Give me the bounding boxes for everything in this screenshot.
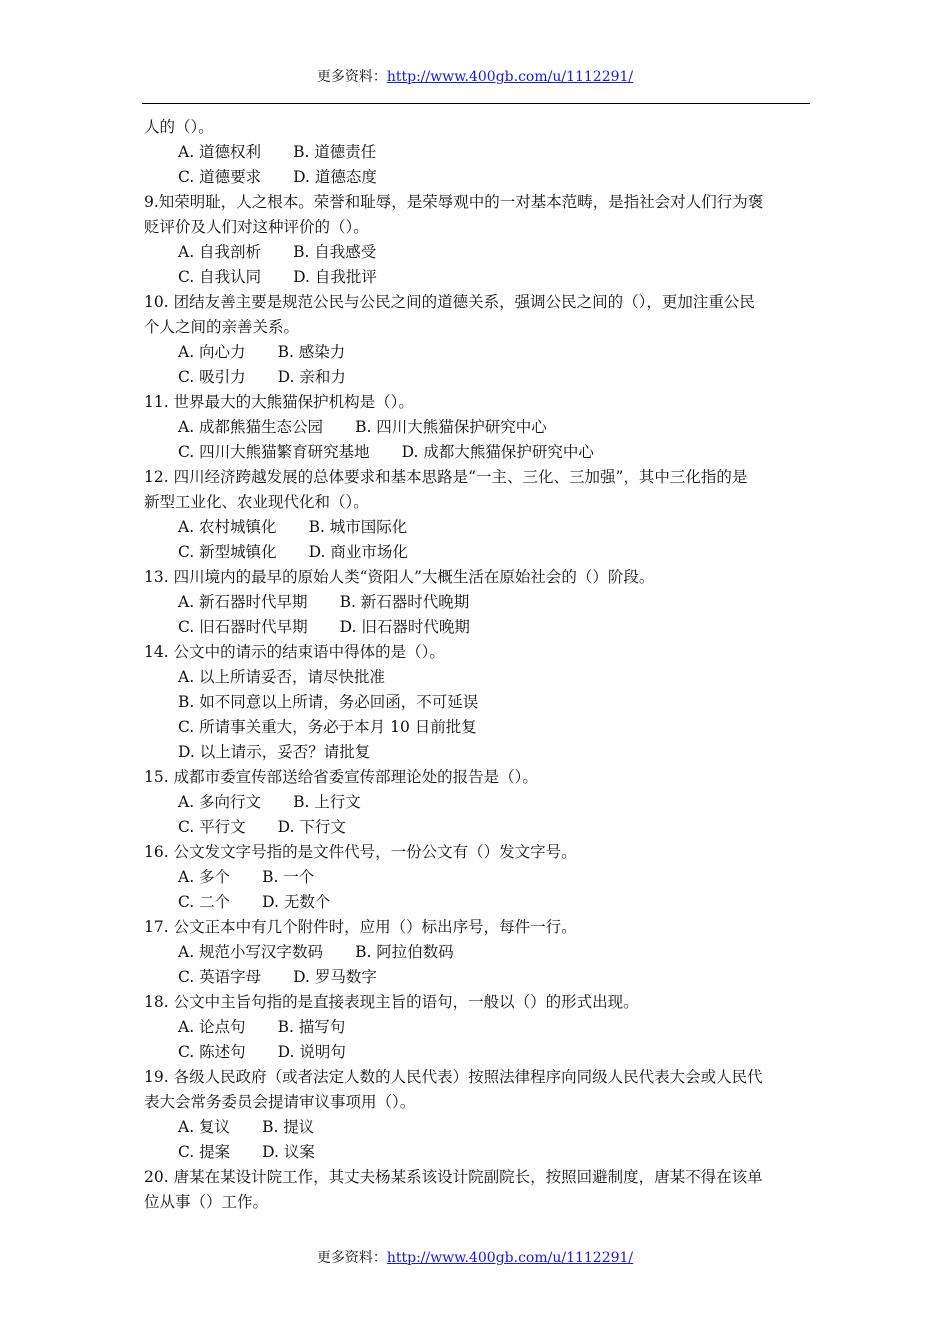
q8-options-row1 [144, 140, 810, 165]
q17-stem: 17. 公文正本中有几个附件时，应用（）标出序号，每件一行。 [144, 918, 577, 936]
q8-continuation: 人的（）。 [144, 118, 214, 136]
option-c: C. 二个 [178, 893, 231, 911]
option-a: A. 多向行文 [178, 793, 262, 811]
option-b: B. 四川大熊猫保护研究中心 [355, 418, 547, 436]
option-c: C. 道德要求 [178, 168, 262, 186]
q19-options-row2 [144, 1140, 810, 1165]
option-b: B. 上行文 [293, 793, 361, 811]
q14-option-b: B. 如不同意以上所请，务必回函，不可延误 [178, 693, 479, 711]
q9-stem: 9.知荣明耻，人之根本。荣誉和耻辱，是荣辱观中的一对基本范畴，是指社会对人们行为褒 [144, 193, 764, 211]
option-b: B. 提议 [262, 1118, 315, 1136]
q11-options-row1 [144, 415, 810, 440]
q19-stem-cont: 表大会常务委员会提请审议事项用（）。 [144, 1093, 416, 1111]
header-rule [142, 103, 810, 104]
option-a: A. 农村城镇化 [178, 518, 277, 536]
option-b: B. 感染力 [277, 343, 346, 361]
q9-options-row2 [144, 265, 810, 290]
q12-options-row2 [144, 540, 810, 565]
page-footer [0, 1247, 950, 1267]
footer-prefix: 更多资料： [316, 1250, 387, 1266]
option-b: B. 描写句 [277, 1018, 346, 1036]
q9-stem-cont: 贬评价及人们对这种评价的（）。 [144, 218, 369, 236]
q17-options-row2 [144, 965, 810, 990]
option-d: D. 说明句 [277, 1043, 346, 1061]
q18-options-row1 [144, 1015, 810, 1040]
q19-options-row1 [144, 1115, 810, 1140]
option-c: C. 自我认同 [178, 268, 262, 286]
option-b: B. 一个 [262, 868, 315, 886]
q18-options-row2 [144, 1040, 810, 1065]
option-a: A. 向心力 [178, 343, 246, 361]
option-b: B. 新石器时代晚期 [339, 593, 470, 611]
option-a: A. 成都熊猫生态公园 [178, 418, 324, 436]
q19-stem: 19. 各级人民政府（或者法定人数的人民代表）按照法律程序向同级人民代表大会或人民代 [144, 1068, 763, 1086]
q10-options-row1 [144, 340, 810, 365]
header-prefix: 更多资料： [316, 69, 387, 85]
option-a: A. 自我剖析 [178, 243, 262, 261]
option-b: B. 阿拉伯数码 [355, 943, 454, 961]
q20-stem-cont: 位从事（）工作。 [144, 1193, 269, 1211]
option-d: D. 亲和力 [277, 368, 346, 386]
page-header [0, 66, 950, 86]
q10-options-row2 [144, 365, 810, 390]
q13-stem: 13. 四川境内的最早的原始人类“资阳人”大概生活在原始社会的（）阶段。 [144, 568, 655, 586]
q15-options-row2 [144, 815, 810, 840]
option-c: C. 吸引力 [178, 368, 246, 386]
option-a: A. 道德权利 [178, 143, 262, 161]
q18-stem: 18. 公文中主旨句指的是直接表现主旨的语句，一般以（）的形式出现。 [144, 993, 639, 1011]
q11-stem: 11. 世界最大的大熊猫保护机构是（）。 [144, 393, 414, 411]
footer-link[interactable]: http://www.400gb.com/u/1112291/ [386, 1250, 634, 1266]
option-d: D. 罗马数字 [293, 968, 377, 986]
q17-options-row1 [144, 940, 810, 965]
option-d: D. 无数个 [262, 893, 331, 911]
option-d: D. 议案 [262, 1143, 315, 1161]
option-b: B. 自我感受 [293, 243, 377, 261]
header-link[interactable]: http://www.400gb.com/u/1112291/ [386, 69, 634, 85]
option-a: A. 复议 [178, 1118, 231, 1136]
q10-stem: 10. 团结友善主要是规范公民与公民之间的道德关系，强调公民之间的（），更加注重公民 [144, 293, 755, 311]
q15-options-row1 [144, 790, 810, 815]
option-d: D. 自我批评 [293, 268, 377, 286]
q15-stem: 15. 成都市委宣传部送给省委宣传部理论处的报告是（）。 [144, 768, 538, 786]
option-c: C. 陈述句 [178, 1043, 246, 1061]
q9-options-row1 [144, 240, 810, 265]
q14-option-a: A. 以上所请妥否，请尽快批准 [178, 668, 386, 686]
option-d: D. 商业市场化 [308, 543, 408, 561]
option-d: D. 旧石器时代晚期 [339, 618, 470, 636]
q16-stem: 16. 公文发文字号指的是文件代号，一份公文有（）发文字号。 [144, 843, 577, 861]
q14-option-d: D. 以上请示，妥否？请批复 [178, 743, 371, 761]
option-c: C. 四川大熊猫繁育研究基地 [178, 443, 370, 461]
q11-options-row2 [144, 440, 810, 465]
option-b: B. 城市国际化 [308, 518, 408, 536]
q10-stem-cont: 个人之间的亲善关系。 [144, 318, 300, 336]
option-c: C. 旧石器时代早期 [178, 618, 308, 636]
q12-stem: 12. 四川经济跨越发展的总体要求和基本思路是“一主、三化、三加强”，其中三化指的是 [144, 468, 748, 486]
q13-options-row1 [144, 590, 810, 615]
q20-stem: 20. 唐某在某设计院工作，其丈夫杨某系该设计院副院长，按照回避制度，唐某不得在该单 [144, 1168, 763, 1186]
option-a: A. 规范小写汉字数码 [178, 943, 324, 961]
option-a: A. 多个 [178, 868, 231, 886]
option-a: A. 新石器时代早期 [178, 593, 308, 611]
option-d: D. 道德态度 [293, 168, 377, 186]
q12-stem-cont: 新型工业化、农业现代化和（）。 [144, 493, 369, 511]
q8-options-row2 [144, 165, 810, 190]
q16-options-row1 [144, 865, 810, 890]
option-c: C. 提案 [178, 1143, 231, 1161]
option-c: C. 平行文 [178, 818, 246, 836]
option-c: C. 新型城镇化 [178, 543, 277, 561]
option-c: C. 英语字母 [178, 968, 262, 986]
q13-options-row2 [144, 615, 810, 640]
q16-options-row2 [144, 890, 810, 915]
q14-stem: 14. 公文中的请示的结束语中得体的是（）。 [144, 643, 445, 661]
option-b: B. 道德责任 [293, 143, 377, 161]
q14-option-c: C. 所请事关重大，务必于本月 10 日前批复 [178, 718, 477, 736]
option-a: A. 论点句 [178, 1018, 246, 1036]
question-list [144, 115, 810, 1215]
q12-options-row1 [144, 515, 810, 540]
option-d: D. 下行文 [277, 818, 346, 836]
option-d: D. 成都大熊猫保护研究中心 [401, 443, 594, 461]
